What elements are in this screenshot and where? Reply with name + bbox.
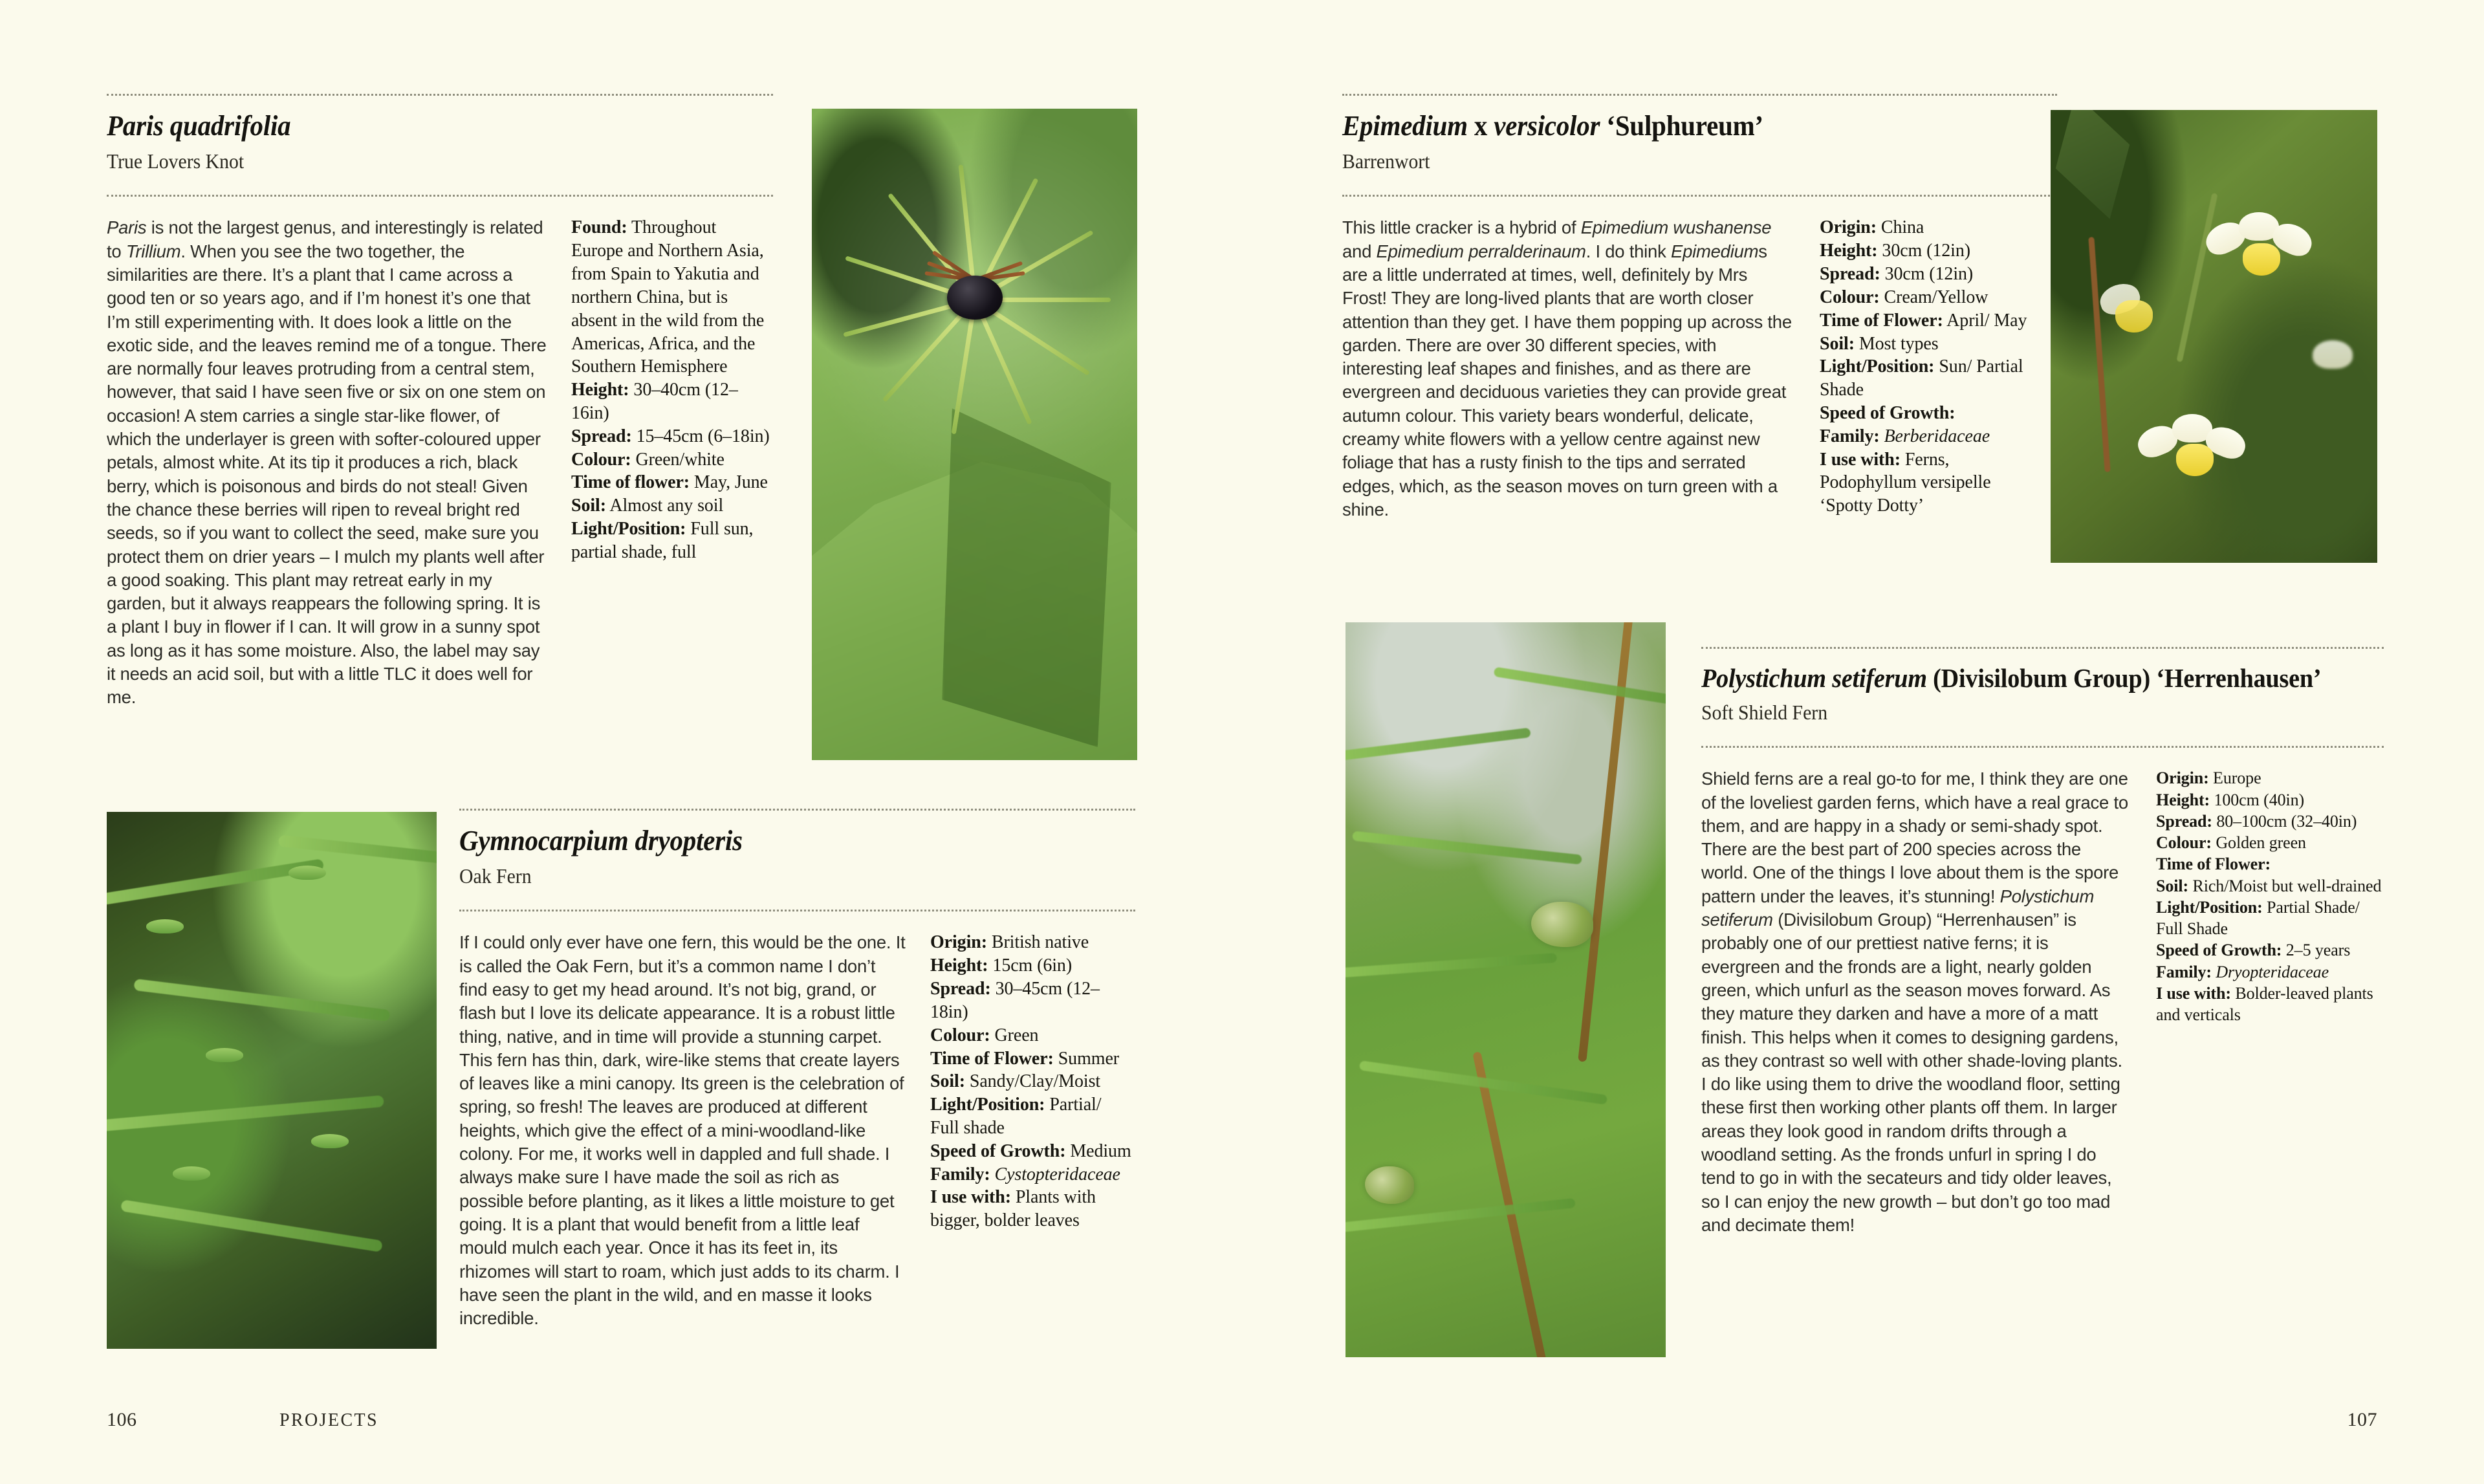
latin-name bbox=[1701, 664, 2336, 692]
fact-key: Speed of Growth: bbox=[930, 1140, 1066, 1161]
fact-value: Berberidaceae bbox=[1884, 426, 1990, 446]
soft-shield-fern-photo bbox=[1346, 622, 1666, 1357]
body-text bbox=[1342, 216, 1820, 521]
fact-row bbox=[571, 494, 772, 518]
fact-key: Origin: bbox=[1820, 217, 1877, 238]
fact-row bbox=[2156, 961, 2382, 983]
fact-key: Spread: bbox=[1820, 264, 1880, 285]
fact-value: April/ May bbox=[1943, 310, 2027, 331]
fact-value: Plants with bigger, bolder leaves bbox=[930, 1187, 1096, 1231]
body-text bbox=[1701, 767, 2156, 1237]
entry-top-rule bbox=[1701, 647, 2384, 649]
fact-value: 30–45cm (12–18in) bbox=[930, 979, 1100, 1022]
body-paragraph: This little cracker is a hybrid of Epimedium wushanense and Epimedium perralderinaum. I do think Epimediums are a little underrated at times, well, definitely by Mrs Frost! They are long-lived plants that are worth closer attention than they get. I have them popping up across the garden. There are over 30 different species, with interesting leaf shapes and finishes, and as there are evergreen and deciduous varieties they can provide great autumn colour. This variety bears wonderful, delicate, creamy white flowers with a yellow centre against new foliage that has a rusty finish to the tips and serrated edges, which, as the season moves on turn green with a shine. bbox=[1342, 217, 1792, 519]
fact-value: Europe bbox=[2208, 769, 2261, 788]
fact-row bbox=[1820, 402, 2033, 425]
fact-key: Soil: bbox=[930, 1071, 965, 1092]
fact-value: 80–100cm (32–40in) bbox=[2212, 811, 2357, 831]
fact-key: Soil: bbox=[1820, 333, 1855, 354]
fact-row bbox=[1820, 263, 2033, 286]
photo-frond bbox=[1493, 667, 1666, 706]
body-paragraph: Paris is not the largest genus, and interestingly is related to Trillium. When you see the two together, the similarities are there. It’s a plant that I came across a good ten or so years ago, and if I’m honest it’s one that I’m still experimenting with. It does look a little on the exotic side, and the leaves remind me of a tongue. There are normally four leaves protruding from a central stem, however, that said I have seen five or six on one stem on occasion! A stem carries a single star-like flower, of which the underlayer is green with softer-coloured upper petals, almost white. At its tip it produces a rich, black berry, which is poisonous and birds do not steal! Given the chance these berries will ripen to reveal bright red seeds, so if you want to collect the seed, make sure you protect them on drier years – I mulch my plants well after a good soaking. This plant may retreat early in my garden, but it always reappears the following spring. It is a plant I buy in flower if I can. It will grow in a sunny spot as long as it has some moisture. Also, the label may say it needs an acid soil, but with a little TLC it does well for me. bbox=[107, 217, 547, 708]
entry-gymnocarpium-dryopteris bbox=[459, 809, 1135, 1330]
latin-name bbox=[1342, 111, 2007, 141]
photo-crozier bbox=[1531, 902, 1593, 947]
latin-cultivar: ‘Sulphureum’ bbox=[1606, 110, 1763, 142]
latin-name-text: Paris quadrifolia bbox=[107, 110, 291, 142]
entry-header bbox=[107, 96, 773, 195]
fact-row bbox=[1820, 216, 2033, 239]
photo-frond bbox=[107, 858, 324, 906]
fact-value: Full sun, partial shade, full bbox=[571, 519, 754, 562]
fact-key: Spread: bbox=[930, 979, 991, 999]
entry-top-rule bbox=[1342, 94, 2057, 96]
body-text bbox=[107, 216, 571, 709]
common-name: Barrenwort bbox=[1342, 149, 1430, 173]
photo-frond bbox=[133, 979, 390, 1021]
entry-columns bbox=[459, 911, 1135, 1330]
fact-value: British native bbox=[986, 932, 1089, 953]
photo-frond bbox=[120, 1199, 383, 1252]
fact-value: Ferns, Podophyllum versipelle ‘Spotty Dotty’ bbox=[1820, 449, 1991, 516]
entry-bottom-rule bbox=[459, 910, 1135, 911]
fact-value: Green/white bbox=[631, 449, 724, 470]
fact-row bbox=[571, 378, 772, 425]
oak-fern-photo bbox=[107, 812, 437, 1349]
fact-key: I use with: bbox=[930, 1187, 1011, 1208]
fact-row bbox=[930, 1047, 1132, 1071]
entry-top-rule bbox=[459, 809, 1135, 811]
latin-name-text: Gymnocarpium dryopteris bbox=[459, 825, 743, 857]
paris-quadrifolia-berry-photo bbox=[812, 109, 1137, 760]
fact-row bbox=[930, 931, 1132, 954]
fact-row bbox=[2156, 811, 2382, 832]
fact-value: May, June bbox=[690, 472, 768, 493]
photo-pinna bbox=[311, 1134, 349, 1148]
fact-row bbox=[1820, 425, 2033, 448]
fact-key: Colour: bbox=[571, 449, 631, 470]
fact-row bbox=[2156, 767, 2382, 789]
common-name: Soft Shield Fern bbox=[1701, 701, 1828, 725]
entry-bottom-rule bbox=[1701, 746, 2384, 748]
entry-top-rule bbox=[107, 94, 773, 96]
fact-row bbox=[930, 1163, 1132, 1186]
page-number-left: 106 bbox=[107, 1409, 137, 1430]
fact-row bbox=[1820, 448, 2033, 518]
entry-paris-quadrifolia bbox=[107, 94, 773, 710]
fact-key: Height: bbox=[571, 380, 629, 400]
fact-row bbox=[2156, 875, 2382, 897]
fact-row bbox=[571, 518, 772, 564]
latin-name bbox=[459, 826, 1088, 856]
running-head: PROJECTS bbox=[279, 1410, 379, 1430]
fact-key: Family: bbox=[930, 1164, 990, 1184]
fact-value: 30cm (12in) bbox=[1877, 241, 1970, 261]
fact-value: Bolder-leaved plants and verticals bbox=[2156, 983, 2373, 1025]
fact-row bbox=[930, 954, 1132, 977]
fact-key: Colour: bbox=[930, 1025, 990, 1045]
fact-row bbox=[2156, 853, 2382, 875]
photo-stem bbox=[2088, 237, 2110, 472]
latin-species: Polystichum setiferum bbox=[1701, 663, 1927, 693]
entry-bottom-rule bbox=[107, 195, 773, 197]
body-text bbox=[459, 931, 930, 1330]
fact-key: Light/Position: bbox=[930, 1095, 1045, 1115]
photo-crozier bbox=[1365, 1166, 1414, 1204]
fact-row bbox=[1820, 309, 2033, 333]
fact-key: Family: bbox=[1820, 426, 1880, 446]
fact-row bbox=[930, 1070, 1132, 1093]
fact-value: Sun/ Partial Shade bbox=[1820, 356, 2023, 400]
fact-value: Medium bbox=[1065, 1140, 1131, 1161]
fact-row bbox=[2156, 897, 2382, 940]
fact-key: I use with: bbox=[2156, 983, 2231, 1003]
fact-value: Cream/Yellow bbox=[1879, 287, 1988, 307]
fact-row bbox=[1820, 239, 2033, 263]
photo-pinna bbox=[146, 919, 184, 933]
fact-row bbox=[1820, 333, 2033, 356]
entry-columns bbox=[1342, 197, 2057, 521]
fact-value: Partial Shade/ Full Shade bbox=[2156, 897, 2360, 939]
entry-bottom-rule bbox=[1342, 195, 2057, 197]
fact-list bbox=[930, 931, 1132, 1330]
fact-value: Green bbox=[990, 1025, 1039, 1045]
fact-key: Time of Flower: bbox=[2156, 855, 2271, 874]
fact-row bbox=[2156, 832, 2382, 853]
entry-polystichum-setiferum bbox=[1701, 647, 2384, 1237]
entry-columns bbox=[1701, 748, 2384, 1237]
fact-key: Height: bbox=[1820, 241, 1878, 261]
fact-row bbox=[571, 448, 772, 472]
fact-row bbox=[930, 1140, 1132, 1163]
fact-row bbox=[1820, 355, 2033, 402]
latin-genus: Epimedium bbox=[1342, 110, 1468, 142]
fact-value: Cystopteridaceae bbox=[994, 1164, 1120, 1184]
fact-value: Most types bbox=[1854, 333, 1939, 354]
fact-key: Speed of Growth: bbox=[2156, 941, 2282, 960]
fact-key: Spread: bbox=[571, 426, 632, 446]
fact-key: Spread: bbox=[2156, 811, 2212, 831]
photo-black-berry bbox=[947, 276, 1003, 320]
fact-row bbox=[571, 471, 772, 494]
fact-list bbox=[1820, 216, 2033, 521]
entry-header bbox=[1342, 96, 2057, 195]
fact-key: Light/Position: bbox=[571, 519, 686, 540]
latin-name bbox=[107, 111, 726, 141]
fact-value: Summer bbox=[1053, 1048, 1119, 1069]
fact-value: 15–45cm (6–18in) bbox=[631, 426, 770, 446]
fact-key: Found: bbox=[571, 217, 627, 238]
fact-value: 30cm (12in) bbox=[1880, 264, 1974, 285]
fact-row bbox=[2156, 789, 2382, 811]
fact-value: 2–5 years bbox=[2282, 941, 2351, 960]
fact-row bbox=[930, 1186, 1132, 1232]
fact-value: 100cm (40in) bbox=[2210, 790, 2305, 809]
right-page bbox=[1242, 0, 2484, 1484]
fact-value: Rich/Moist but well-drained bbox=[2188, 876, 2382, 895]
common-name: True Lovers Knot bbox=[107, 149, 245, 173]
fact-row bbox=[2156, 939, 2382, 961]
photo-frond bbox=[1346, 952, 1557, 977]
fact-value: 30–40cm (12–16in) bbox=[571, 380, 738, 423]
fact-row bbox=[571, 425, 772, 448]
common-name: Oak Fern bbox=[459, 864, 532, 888]
fact-value: Throughout Europe and Northern Asia, from Spain to Yakutia and northern China, but is absent in the wild from the Americas, Africa, and the Southern Hemisphere bbox=[571, 217, 765, 377]
fact-value: Golden green bbox=[2211, 833, 2306, 853]
fact-value: Sandy/Clay/Moist bbox=[964, 1071, 1101, 1092]
photo-leaf-shadow bbox=[942, 408, 1111, 747]
entry-columns bbox=[107, 197, 773, 709]
fact-list bbox=[2156, 767, 2382, 1237]
fact-key: Family: bbox=[2156, 962, 2212, 981]
entry-epimedium-versicolor bbox=[1342, 94, 2057, 521]
fact-value: Almost any soil bbox=[605, 496, 724, 516]
entry-header bbox=[1701, 649, 2384, 746]
fact-key: Height: bbox=[2156, 790, 2210, 809]
fact-key: Height: bbox=[930, 955, 988, 976]
photo-frond bbox=[107, 1095, 384, 1131]
photo-pinna bbox=[206, 1048, 243, 1062]
photo-pinna bbox=[173, 1166, 210, 1181]
fact-row bbox=[930, 977, 1132, 1024]
fact-key: Soil: bbox=[2156, 876, 2189, 895]
epimedium-sulphureum-flower-photo bbox=[2051, 110, 2377, 563]
latin-group-cultivar: (Divisilobum Group) ‘Herrenhausen’ bbox=[1933, 663, 2322, 693]
body-paragraph: If I could only ever have one fern, this would be the one. It is called the Oak Fern, but it’s a common name I don’t find easy to get my head around. It’s not big, grand, or flash but I love its delicate appearance. It is a robust little thing, native, and in time will provide a stunning carpet. This fern has thin, dark, wire-like stems that create layers of leaves like a mini canopy. Its green is the celebration of spring, so fresh! The leaves are produced at different heights, which give the effect of a mini-woodland-like colony. For me, it works well in dappled and full shade. I always make sure I have made the soil as rich as possible before planting, as it likes a little moisture to get going. It is a plant that would benefit from a little leaf mould mulch each year. Once it has its feet in, its rhizomes will start to roam, which just adds to its charm. I have seen the plant in the wild, and en masse it looks incredible. bbox=[459, 932, 906, 1329]
fact-key: Soil: bbox=[571, 496, 606, 516]
photo-frond bbox=[1346, 728, 1531, 762]
fact-row bbox=[1820, 286, 2033, 309]
fact-key: Light/Position: bbox=[2156, 897, 2263, 917]
photo-leaf bbox=[2051, 110, 2146, 229]
fact-key: I use with: bbox=[1820, 449, 1901, 470]
fact-value: Partial/ Full shade bbox=[930, 1095, 1102, 1138]
latin-species: versicolor bbox=[1494, 110, 1600, 142]
latin-hybrid-sign: x bbox=[1474, 110, 1488, 142]
fact-key: Time of Flower: bbox=[930, 1048, 1054, 1069]
fact-row bbox=[571, 216, 772, 378]
page-number-right: 107 bbox=[2347, 1409, 2377, 1430]
fact-value: China bbox=[1876, 217, 1924, 238]
photo-stem bbox=[2177, 193, 2218, 362]
entry-header bbox=[459, 811, 1135, 910]
photo-pinna bbox=[289, 866, 326, 880]
photo-frond bbox=[1352, 831, 1582, 864]
fact-row bbox=[2156, 983, 2382, 1026]
fact-key: Origin: bbox=[2156, 769, 2209, 788]
fact-value: 15cm (6in) bbox=[988, 955, 1073, 976]
fact-key: Time of Flower: bbox=[1820, 310, 1943, 331]
body-paragraph: Shield ferns are a real go-to for me, I think they are one of the loveliest garden ferns, which have a real grace to them, and are happy in a shady or semi-shady spot. There are the best part of 200 species across the world. One of the things I love about them is the spore pattern under the leaves, it’s stunning! Polystichum setiferum (Divisilobum Group) “Herrenhausen” is probably one of our prettiest native ferns; it is evergreen and the fronds are a light, nearly golden green, which unfurl as the season moves forward. As they mature they darken and have a more of a matt finish. This helps when it comes to designing gardens, as they contrast so well with other shade-loving plants. I do like using them to drive the woodland floor, setting these first then working other plants off them. In larger areas they look good in random drifts through a woodland setting. As the fronds unfurl in spring I do tend to go in with the secateurs and tidy older leaves, so I can enjoy the new growth – but don’t go too mad and decimate them! bbox=[1701, 769, 2128, 1235]
photo-frond bbox=[278, 835, 437, 865]
fact-key: Time of flower: bbox=[571, 472, 690, 493]
fact-key: Light/Position: bbox=[1820, 356, 1935, 377]
fact-key: Speed of Growth: bbox=[1820, 403, 1956, 423]
fact-key: Colour: bbox=[1820, 287, 1880, 307]
fact-key: Colour: bbox=[2156, 833, 2212, 853]
photo-frond bbox=[1346, 1198, 1576, 1232]
fact-value: Dryopteridaceae bbox=[2216, 962, 2329, 981]
fact-list bbox=[571, 216, 772, 709]
fact-row bbox=[930, 1024, 1132, 1047]
fact-key: Origin: bbox=[930, 932, 987, 953]
fact-row bbox=[930, 1093, 1132, 1140]
